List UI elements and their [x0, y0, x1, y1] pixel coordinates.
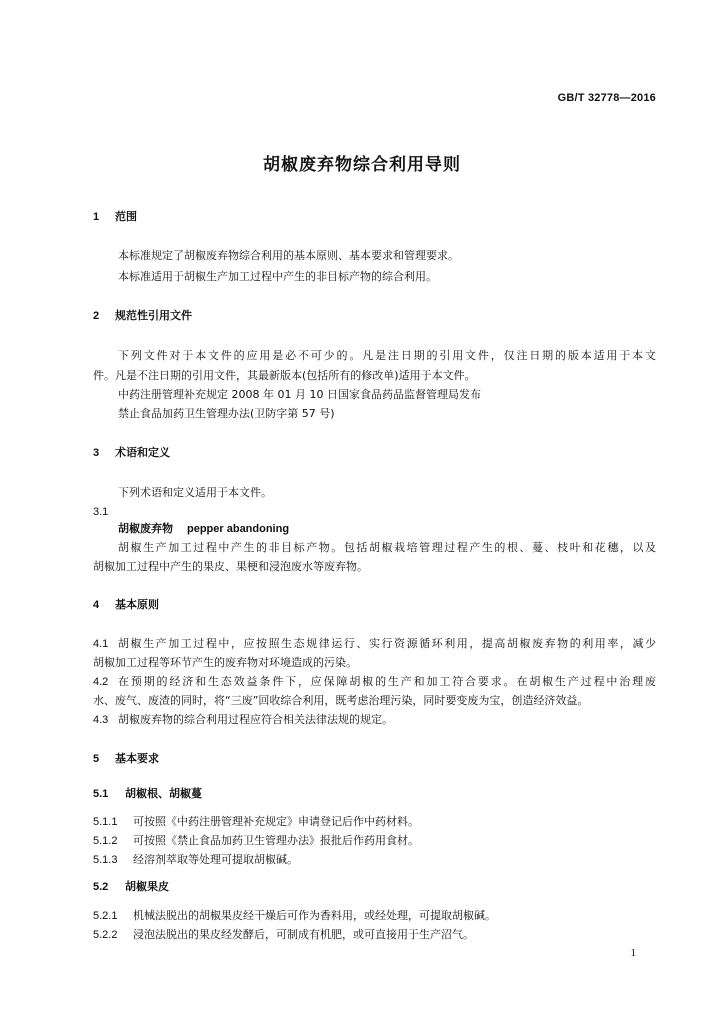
clause-number: 4.3 — [93, 714, 109, 726]
clause-number: 5.1.3 — [93, 854, 118, 866]
section-number: 2 — [93, 310, 100, 322]
section-title: 范围 — [115, 210, 137, 223]
paragraph: 胡椒加工过程等环节产生的废弃物对环境造成的污染。 — [93, 656, 357, 669]
clause-4-2: 4.2 在预期的经济和生态效益条件下，应保障胡椒的生产和加工符合要求。在胡椒生产过程中治理废 — [93, 675, 656, 688]
section-title: 基本原则 — [115, 598, 159, 611]
section-5-heading — [93, 752, 159, 766]
page-number: 1 — [630, 947, 636, 959]
clause-number: 5.2.2 — [93, 929, 118, 941]
section-number: 1 — [93, 211, 100, 223]
paragraph: 下列术语和定义适用于本文件。 — [118, 486, 272, 499]
section-number: 5.1 — [93, 788, 109, 800]
clause-4-1: 4.1 胡椒生产加工过程中，应按照生态规律运行、实行资源循环利用，提高胡椒废弃物的利用率，减少 — [93, 637, 656, 650]
section-title: 基本要求 — [115, 752, 159, 765]
clause-5-1-3: 5.1.3 经溶剂萃取等处理可提取胡椒碱。 — [93, 853, 298, 866]
paragraph: 本标准适用于胡椒生产加工过程中产生的非目标产物的综合利用。 — [118, 270, 437, 283]
clause-5-1-1: 5.1.1 可按照《中药注册管理补充规定》申请登记后作中药材料。 — [93, 815, 419, 828]
paragraph: 件。凡是不注日期的引用文件，其最新版本(包括所有的修改单)适用于本文件。 — [93, 369, 476, 382]
subsection-5-2-heading: 5.2 胡椒果皮 — [93, 880, 169, 893]
term-number: 3.1 — [93, 506, 109, 518]
subsection-5-1-heading: 5.1 胡椒根、胡椒蔓 — [93, 787, 202, 800]
section-number: 5 — [93, 753, 100, 765]
section-2-heading — [93, 309, 192, 323]
section-number: 3 — [93, 447, 100, 459]
section-1-heading — [93, 210, 137, 224]
section-title: 规范性引用文件 — [115, 309, 192, 322]
paragraph: 水、废气、废渣的同时，将“三废”回收综合利用，既考虑治理污染，同时要变废为宝，创造经济效益。 — [93, 694, 589, 707]
term-chinese: 胡椒废弃物 — [118, 522, 173, 535]
clause-number: 5.1.2 — [93, 835, 118, 847]
term-entry — [118, 522, 289, 536]
section-number: 4 — [93, 599, 100, 611]
reference-item: 禁止食品加药卫生管理办法(卫防字第 57 号) — [118, 407, 335, 420]
reference-item: 中药注册管理补充规定 2008 年 01 月 10 日国家食品药品监督管理局发布 — [118, 388, 481, 401]
standard-number: GB/T 32778—2016 — [557, 92, 656, 104]
clause-number: 4.2 — [93, 676, 109, 688]
definition: 胡椒生产加工过程中产生的非目标产物。包括胡椒栽培管理过程产生的根、蔓、枝叶和花穗，以及 — [118, 541, 656, 554]
clause-4-3: 4.3 胡椒废弃物的综合利用过程应符合相关法律法规的规定。 — [93, 713, 393, 726]
section-4-heading — [93, 598, 159, 612]
clause-5-2-2: 5.2.2 浸泡法脱出的果皮经发酵后，可制成有机肥，或可直接用于生产沼气。 — [93, 928, 474, 941]
term-english: pepper abandoning — [187, 523, 290, 535]
clause-number: 5.2.1 — [93, 910, 118, 922]
document-title: 胡椒废弃物综合利用导则 — [263, 155, 461, 175]
definition: 胡椒加工过程中产生的果皮、果梗和浸泡废水等废弃物。 — [93, 560, 368, 573]
clause-number: 4.1 — [93, 638, 109, 650]
clause-5-1-2: 5.1.2 可按照《禁止食品加药卫生管理办法》报批后作药用食材。 — [93, 834, 419, 847]
paragraph: 下列文件对于本文件的应用是必不可少的。凡是注日期的引用文件，仅注日期的版本适用于本文 — [118, 349, 656, 362]
section-number: 5.2 — [93, 881, 109, 893]
paragraph: 本标准规定了胡椒废弃物综合利用的基本原则、基本要求和管理要求。 — [118, 249, 459, 262]
clause-number: 5.1.1 — [93, 816, 118, 828]
section-3-heading — [93, 446, 170, 460]
clause-5-2-1: 5.2.1 机械法脱出的胡椒果皮经干燥后可作为香料用，或经处理，可提取胡椒碱。 — [93, 909, 496, 922]
section-title: 术语和定义 — [115, 446, 170, 459]
